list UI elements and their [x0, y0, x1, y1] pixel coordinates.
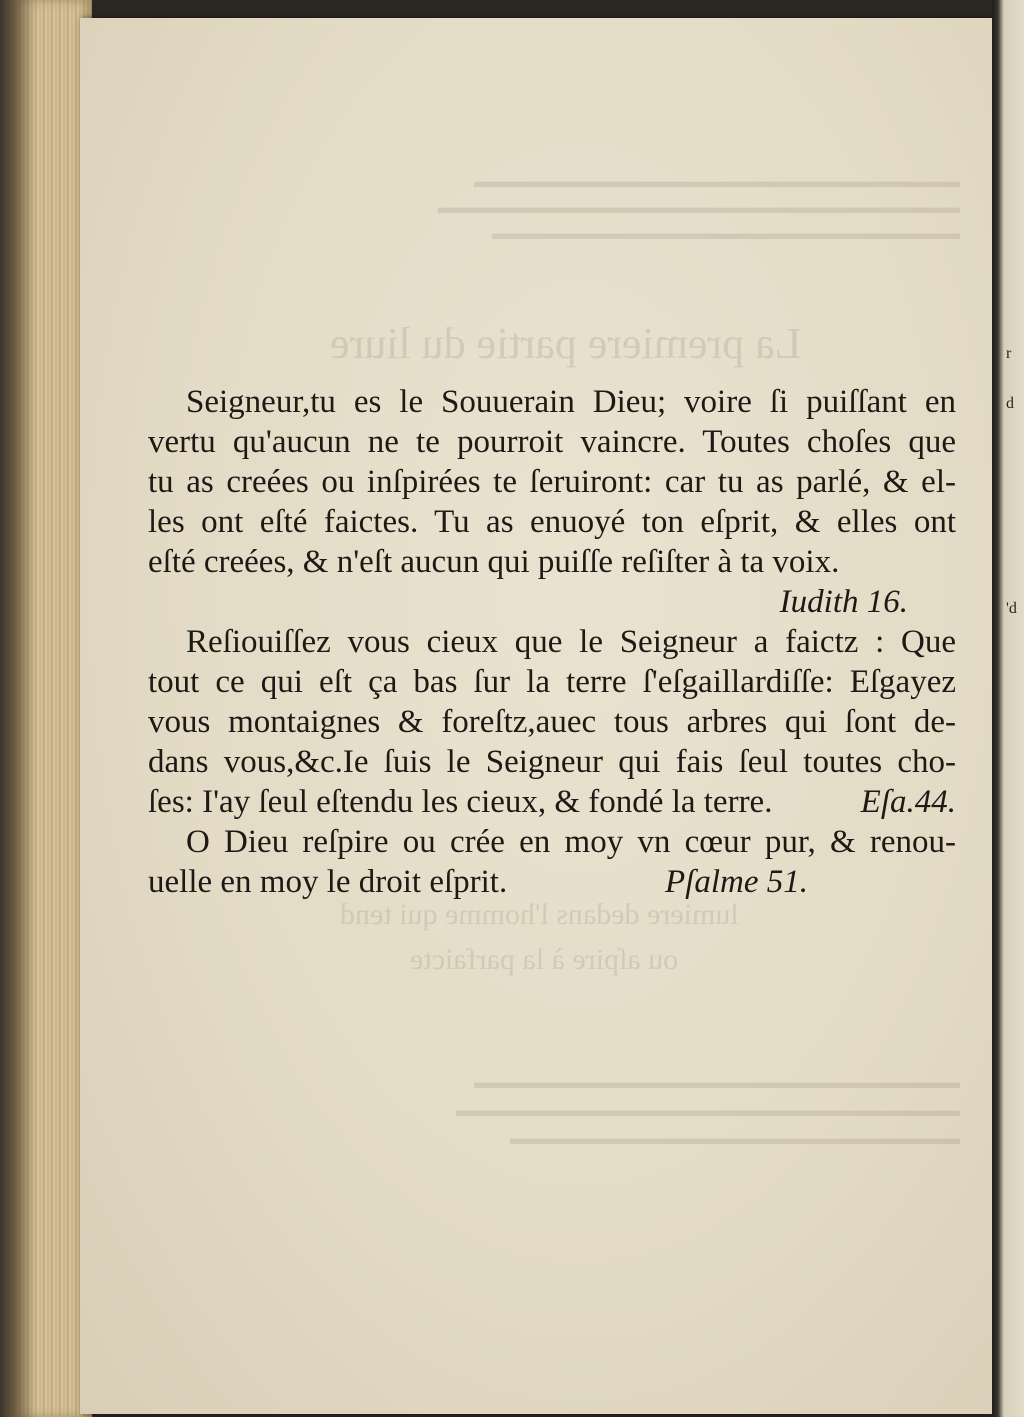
- show-through-block: ▬▬▬▬▬▬▬▬▬▬▬▬▬▬▬▬▬▬▬▬▬▬▬▬▬▬▬ ▬▬▬▬▬▬▬▬▬▬▬▬▬▬▬▬▬▬▬▬▬▬▬▬▬▬▬▬ ▬▬▬▬▬▬▬▬▬▬▬▬▬▬▬▬▬▬▬▬▬▬▬▬▬: [456, 1072, 960, 1148]
- scripture-reference: Pſalme 51.: [665, 864, 808, 900]
- passage-judith: [148, 382, 968, 622]
- show-through-block: ▬▬▬▬▬▬▬▬▬▬▬▬▬▬▬▬▬▬▬▬▬▬▬▬▬▬▬ ▬▬▬▬▬▬▬▬▬▬▬▬▬▬▬▬▬▬▬▬▬▬▬▬▬▬▬▬▬ ▬▬▬▬▬▬▬▬▬▬▬▬▬▬▬▬▬▬▬▬▬▬▬▬▬▬: [438, 171, 960, 243]
- facing-page-sliver: [992, 0, 1024, 1417]
- text-line: les ont eſté faictes. Tu as enuoyé ton eſprit, & elles ont: [148, 504, 956, 540]
- text-line-with-reference: [148, 862, 808, 902]
- passage-psalm: [148, 822, 968, 902]
- text-line: vertu qu'aucun ne te pourroit vaincre. Toutes choſes que: [148, 424, 956, 460]
- text-line: tout ce qui eſt ça bas ſur la terre ſ'eſgaillardiſſe: Eſgayez: [148, 664, 956, 700]
- book-page-edges: [0, 0, 92, 1417]
- text-line: tu as creées ou inſpirées te ſeruiront: car tu as parlé, & el-: [148, 464, 956, 500]
- text-line: O Dieu reſpire ou crée en moy vn cœur pur, & renou-: [186, 824, 956, 860]
- text-line: Reſiouiſſez vous cieux que le Seigneur a faictz : Que: [186, 624, 956, 660]
- show-through-text: ou aſpire à la parfaicte: [410, 943, 679, 976]
- text-line-with-reference: [148, 782, 956, 822]
- text-line: Seigneur,tu es le Souuerain Dieu; voire ſi puiſſant en: [186, 384, 956, 420]
- show-through-heading: La premiere partie du liure: [330, 319, 802, 368]
- scripture-reference: Eſa.44.: [860, 784, 956, 820]
- scripture-reference: Iudith 16.: [779, 584, 908, 620]
- page-text: [148, 382, 968, 902]
- facing-page-fragment: 'd: [1006, 600, 1017, 617]
- facing-page-fragment: r: [1006, 345, 1012, 362]
- passage-esaias: [148, 622, 968, 822]
- text-line: ſes: I'ay ſeul eſtendu les cieux, & fondé la terre.: [148, 784, 773, 820]
- text-line: dans vous,&c.Ie ſuis le Seigneur qui fais ſeul toutes cho-: [148, 744, 956, 780]
- show-through-text: lumiere dedans l'homme qui tend: [340, 898, 739, 931]
- text-line: eſté creées, & n'eſt aucun qui puiſſe reſiſter à ta voix.: [148, 544, 840, 580]
- text-line: uelle en moy le droit eſprit.: [148, 864, 508, 900]
- text-line: vous montaignes & foreſtz,auec tous arbres qui ſont de-: [148, 704, 956, 740]
- facing-page-fragment: d: [1006, 395, 1014, 412]
